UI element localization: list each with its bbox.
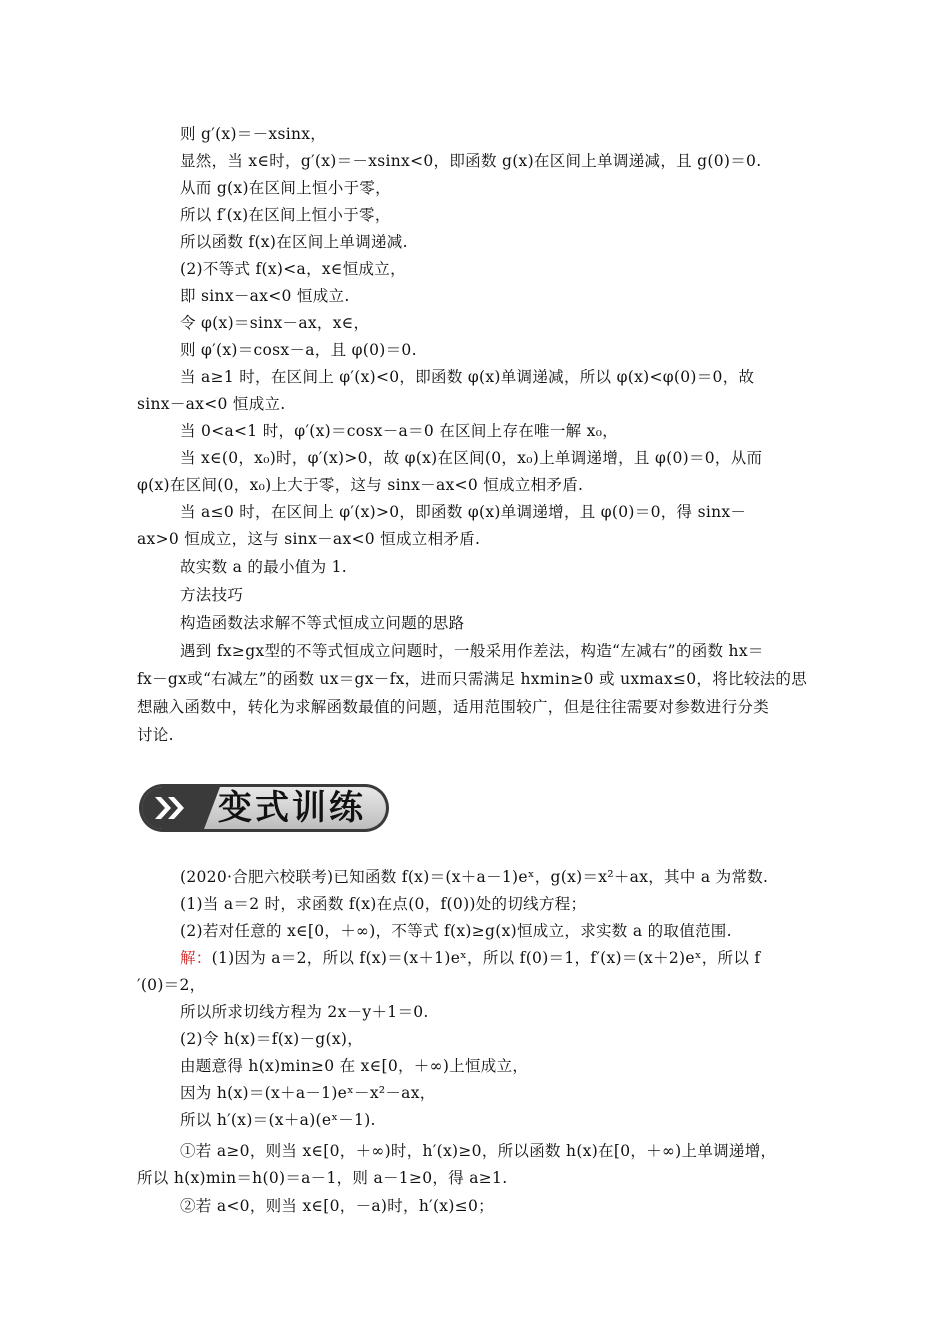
text-line: 当 x∈(0，x₀)时，φ′(x)>0，故 φ(x)在区间(0，x₀)上单调递增，且 φ(0)＝0，从而 [180, 449, 763, 467]
text-line: 当 a≥1 时，在区间上 φ′(x)<0，即函数 φ(x)单调递减，所以 φ(x)<φ(0)＝0，故 [180, 368, 755, 386]
text-line: ②若 a<0，则当 x∈[0，－a)时，h′(x)≤0； [180, 1197, 494, 1215]
solution-line [180, 947, 760, 969]
solution-text: (1)因为 a＝2，所以 f(x)＝(x＋1)eˣ，所以 f(0)＝1，f′(x)＝(x＋2)eˣ，所以 f [211, 949, 761, 967]
text-line: 由题意得 h(x)min≥0 在 x∈[0，＋∞)上恒成立， [180, 1057, 529, 1075]
section-heading: 方法技巧 [180, 586, 244, 604]
solution-label: 解： [180, 949, 212, 967]
section-banner [138, 783, 390, 833]
exercise-question: (1)当 a＝2 时，求函数 f(x)在点(0，f(0))处的切线方程； [180, 895, 587, 913]
exercise-statement: (2020·合肥六校联考)已知函数 f(x)＝(x＋a－1)eˣ，g(x)＝x²＋ax，其中 a 为常数. [180, 868, 769, 886]
text-line: (2)令 h(x)＝f(x)－g(x)， [180, 1030, 364, 1048]
text-line: 所以函数 f(x)在区间上单调递减. [180, 233, 408, 251]
text-line: 则 g′(x)＝－xsinx， [180, 125, 327, 143]
text-line: 所以 h′(x)＝(x＋a)(eˣ－1). [180, 1111, 376, 1129]
text-line: 则 φ′(x)＝cosx－a，且 φ(0)＝0. [180, 341, 417, 359]
text-line: 当 0<a<1 时，φ′(x)＝cosx－a＝0 在区间上存在唯一解 x₀， [180, 422, 619, 440]
text-line: ①若 a≥0，则当 x∈[0，＋∞)时，h′(x)≥0，所以函数 h(x)在[0，＋∞)上单调递增， [180, 1142, 777, 1160]
text-line: 所以所求切线方程为 2x－y＋1＝0. [180, 1003, 429, 1021]
text-line: ax>0 恒成立，这与 sinx－ax<0 恒成立相矛盾. [137, 530, 481, 548]
section-subheading: 构造函数法求解不等式恒成立问题的思路 [180, 614, 465, 632]
text-line: sinx－ax<0 恒成立. [137, 395, 286, 413]
text-line: 从而 g(x)在区间上恒小于零， [180, 179, 391, 197]
text-line: 遇到 fx≥gx型的不等式恒成立问题时，一般采用作差法，构造“左减右”的函数 hx＝ [180, 642, 764, 660]
text-line: 讨论. [137, 726, 174, 744]
text-line: 故实数 a 的最小值为 1. [180, 558, 348, 576]
text-line: 令 φ(x)＝sinx－ax，x∈， [180, 314, 370, 332]
text-line: φ(x)在区间(0，x₀)上大于零，这与 sinx－ax<0 恒成立相矛盾. [137, 476, 584, 494]
text-line: 所以 h(x)min＝h(0)＝a－1，则 a－1≥0，得 a≥1. [137, 1169, 508, 1187]
text-line: 因为 h(x)＝(x＋a－1)eˣ－x²－ax， [180, 1084, 436, 1102]
text-line: 想融入函数中，转化为求解函数最值的问题，适用范围较广，但是往往需要对参数进行分类 [137, 698, 770, 716]
text-line: 即 sinx－ax<0 恒成立. [180, 287, 350, 305]
banner-title: 变式训练 [218, 788, 366, 828]
exercise-question: (2)若对任意的 x∈[0，＋∞)，不等式 f(x)≥g(x)恒成立，求实数 a 的取值范围. [180, 922, 732, 940]
text-line: ′(0)＝2， [137, 976, 206, 994]
text-line: (2)不等式 f(x)<a，x∈恒成立， [180, 260, 406, 278]
text-line: 显然，当 x∈时，g′(x)＝－xsinx<0，即函数 g(x)在区间上单调递减，且 g(0)＝0. [180, 152, 762, 170]
text-line: 所以 f′(x)在区间上恒小于零， [180, 206, 391, 224]
text-line: 当 a≤0 时，在区间上 φ′(x)>0，即函数 φ(x)单调递增，且 φ(0)＝0，得 sinx－ [180, 503, 747, 521]
text-line: fx－gx或“右减左”的函数 ux＝gx－fx，进而只需满足 hxmin≥0 或 uxmax≤0，将比较法的思 [137, 670, 808, 688]
